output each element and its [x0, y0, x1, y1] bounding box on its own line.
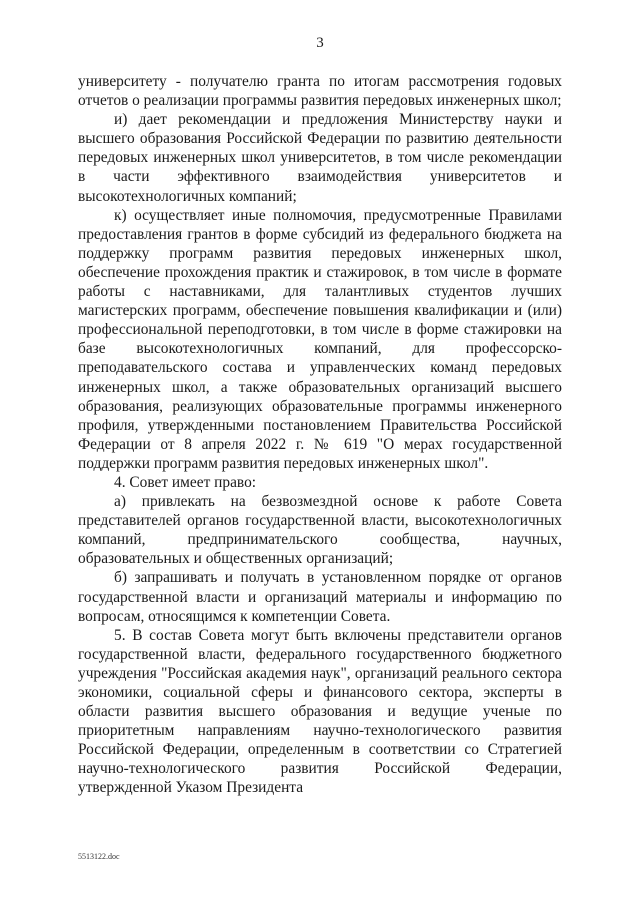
footer-file-name: 5513122.doc: [78, 852, 120, 861]
paragraph-item-a: а) привлекать на безвозмездной основе к работе Совета представителей органов государственной власти, высокотехнологичных компаний, предпринимательского сообщества, научных, образовательных и общественных организаций;: [78, 493, 562, 568]
paragraph-item-k: к) осуществляет иные полномочия, предусмотренные Правилами предоставления грантов в форме субсидий из федерального бюджета на поддержку программ развития передовых инженерных школ, обеспечение прохождения практик и стажировок, в том числе в формате работы с наставниками, для талантливых студентов лучших магистерских программ, обеспечение повышения квалификации и (или) профессиональной переподготовки, в том числе в форме стажировки на базе высокотехнологичных компаний, для профессорско-преподавательского состава и управленческих команд передовых инженерных школ, а также образовательных организаций высшего образования, реализующих образовательные программы инженерного профиля, утвержденными постановлением Правительства Российской Федерации от 8 апреля 2022 г. № 619 "О мерах государственной поддержки программ развития передовых инженерных школ".: [78, 206, 562, 472]
paragraph-continuation: университету - получателю гранта по итогам рассмотрения годовых отчетов о реализации программы развития передовых инженерных школ;: [78, 73, 562, 110]
paragraph-item-b: б) запрашивать и получать в установленном порядке от органов государственной власти и организаций материалы и информацию по вопросам, относящимся к компетенции Совета.: [78, 569, 562, 625]
paragraph-section-5: 5. В состав Совета могут быть включены представители органов государственной власти, федерального государственного бюджетного учреждения "Российская академия наук", организаций реального сектора экономики, социальной сферы и финансового сектора, эксперты в области развития высшего образования и ведущие ученые по приоритетным направлениям научно-технологического развития Российской Федерации, определенным в соответствии со Стратегией научно-технологического развития Российской Федерации, утвержденной Указом Президента: [78, 626, 562, 797]
paragraph-item-i: и) дает рекомендации и предложения Министерству науки и высшего образования Российской Федерации по развитию деятельности передовых инженерных школ университетов, в том числе рекомендации в части эффективного взаимодействия университетов и высокотехнологичных компаний;: [78, 111, 562, 205]
document-body: [78, 72, 562, 798]
paragraph-section-4: 4. Совет имеет право:: [114, 473, 257, 491]
page-number: 3: [316, 35, 324, 51]
